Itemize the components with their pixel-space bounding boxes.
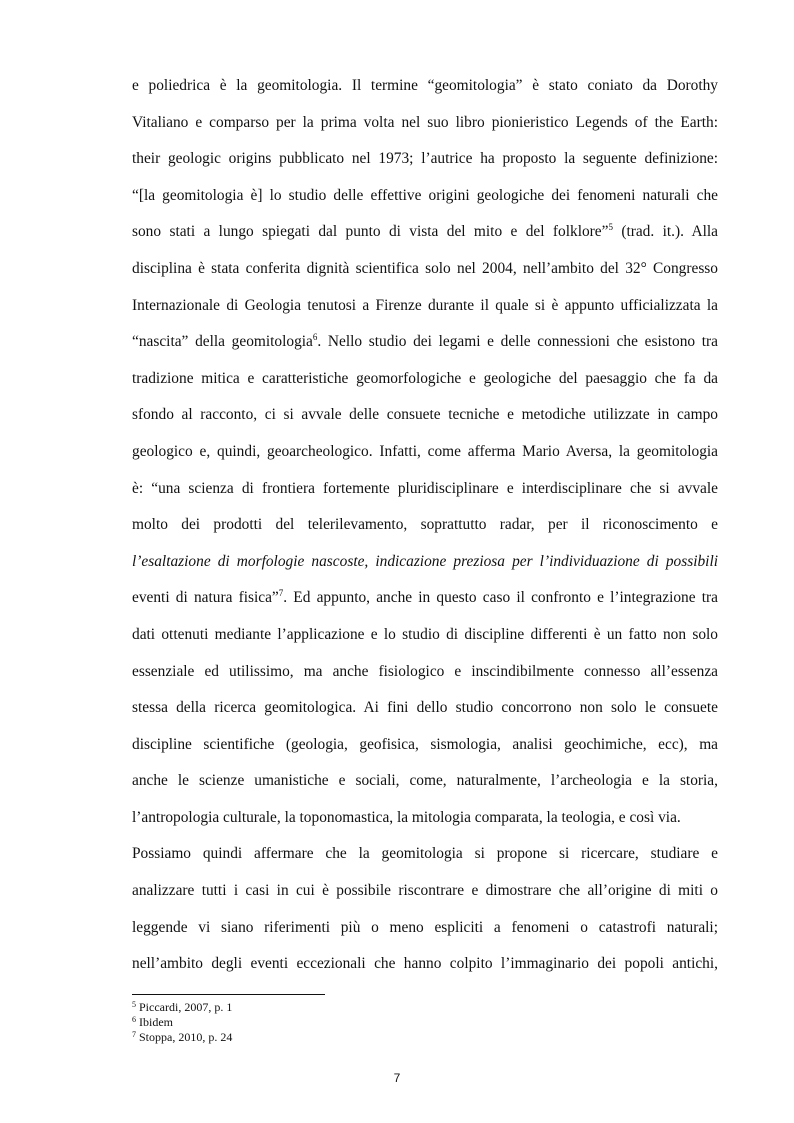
footnote — [132, 1015, 532, 1030]
text-line: essenziale ed utilissimo, ma anche fisiologico e inscindibilmente connesso all’essenza — [132, 662, 718, 680]
text-line: disciplina è stata conferita dignità scientifica solo nel 2004, nell’ambito del 32° Congresso — [132, 259, 718, 277]
text-line: tradizione mitica e caratteristiche geomorfologiche e geologiche del paesaggio che fa da — [132, 369, 718, 387]
footnote-number: 7 — [132, 1030, 136, 1039]
text-segment: . Ed appunto, anche in questo caso il confronto e l’integrazione tra — [283, 589, 719, 607]
body-text — [132, 72, 718, 987]
text-line: Possiamo quindi affermare che la geomitologia si propone si ricercare, studiare e — [132, 845, 718, 863]
text-line: discipline scientifiche (geologia, geofisica, sismologia, analisi geochimiche, ecc), ma — [132, 735, 718, 753]
text-line: geologico e, quindi, geoarcheologico. Infatti, come afferma Mario Aversa, la geomitologia — [132, 442, 718, 460]
text-line: leggende vi siano riferimenti più o meno espliciti a fenomeni o catastrofi naturali; — [132, 918, 718, 936]
footnote-text: Ibidem — [139, 1015, 173, 1029]
text-line: their geologic origins pubblicato nel 1973; l’autrice ha proposto la seguente definizione: — [132, 150, 718, 168]
footnote-text: Stoppa, 2010, p. 24 — [139, 1030, 233, 1044]
text-segment: . Nello studio dei legami e delle connessioni che esistono tra — [317, 333, 718, 351]
text-line: anche le scienze umanistiche e sociali, come, naturalmente, l’archeologia e la storia, — [132, 772, 718, 790]
text-segment: (trad. it.). Alla — [612, 223, 718, 241]
text-line: Internazionale di Geologia tenutosi a Firenze durante il quale si è appunto ufficializzata la — [132, 296, 718, 314]
text-line: l’antropologia culturale, la toponomastica, la mitologia comparata, la teologia, e così via. — [132, 808, 681, 826]
text-segment: sono stati a lungo spiegati dal punto di vista del mito e del folklore” — [132, 223, 609, 241]
text-line — [132, 218, 718, 255]
text-line: Vitaliano e comparso per la prima volta nel suo libro pionieristico Legends of the Earth: — [132, 113, 718, 131]
footnote-number: 5 — [132, 1000, 136, 1009]
footnotes — [132, 1000, 532, 1045]
footnote — [132, 1030, 532, 1045]
text-segment: “nascita” della geomitologia — [132, 333, 313, 351]
text-line: e poliedrica è la geomitologia. Il termine “geomitologia” è stato coniato da Dorothy — [132, 77, 718, 94]
footnote — [132, 1000, 532, 1015]
footnote-text: Piccardi, 2007, p. 1 — [139, 1000, 233, 1014]
footnote-ref-6: 6 — [312, 332, 318, 343]
text-line-italic: l’esaltazione di morfologie nascoste, indicazione preziosa per l’individuazione di possibili — [132, 552, 718, 570]
text-segment: eventi di natura fisica” — [132, 589, 279, 607]
text-line: dati ottenuti mediante l’applicazione e lo studio di discipline differenti è un fatto non solo — [132, 625, 718, 643]
footnote-ref-5: 5 — [608, 222, 613, 233]
text-line: stessa della ricerca geomitologica. Ai fini dello studio concorrono non solo le consuete — [132, 699, 718, 717]
footnote-number: 6 — [132, 1015, 136, 1024]
footnote-separator — [132, 994, 325, 995]
text-line — [132, 328, 718, 365]
footnote-ref-7: 7 — [278, 588, 284, 599]
text-line: analizzare tutti i casi in cui è possibile riscontrare e dimostrare che all’origine di miti o — [132, 882, 718, 900]
text-line: è: “una scienza di frontiera fortemente pluridisciplinare e interdisciplinare che si avvale — [132, 479, 718, 497]
text-line: sfondo al racconto, ci si avvale delle consuete tecniche e metodiche utilizzate in campo — [132, 406, 718, 424]
text-line: “[la geomitologia è] lo studio delle effettive origini geologiche dei fenomeni naturali che — [132, 186, 718, 204]
text-line: nell’ambito degli eventi eccezionali che hanno colpito l’immaginario dei popoli antichi, — [132, 955, 718, 973]
page-number: 7 — [393, 1071, 401, 1085]
text-line: molto dei prodotti del telerilevamento, soprattutto radar, per il riconoscimento e — [132, 516, 718, 534]
text-line — [132, 584, 718, 621]
